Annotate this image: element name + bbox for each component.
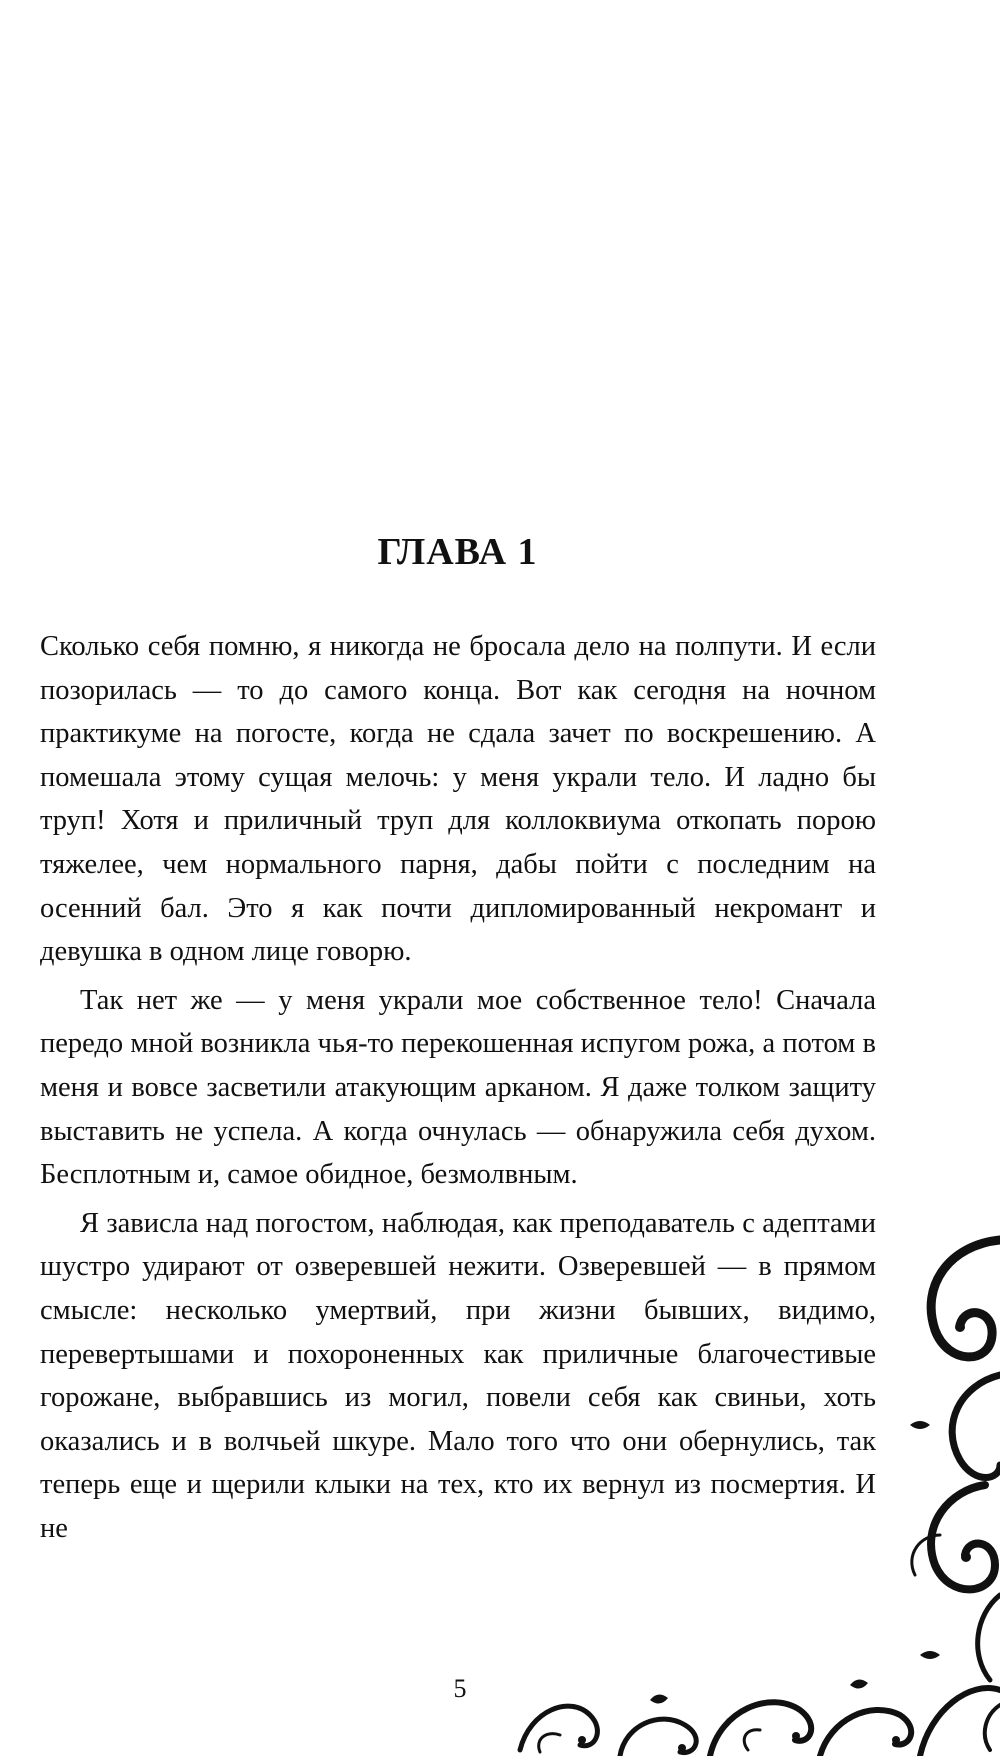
swirl-ornament-bottom-icon <box>500 1640 1000 1756</box>
paragraph-2: Так нет же — у меня украли мое собственное тело! Сначала передо мной возникла чья-то перекошенная испугом рожа, а потом в меня и вовсе засветили атакующим арканом. Я даже толком защиту выставить не успела. А когда очнулась — обнаружила себя духом. Бесплотным и, самое обидное, безмолвным. <box>40 984 876 1191</box>
chapter-title: ГЛАВА 1 <box>377 531 538 573</box>
chapter-body <box>40 625 876 1550</box>
paragraph-1: Сколько себя помню, я никогда не бросала дело на полпути. И если позорилась — то до самого конца. Вот как сегодня на ночном практикуме на погосте, когда не сдала зачет по воскрешению. А помешала этому сущая мелочь: у меня украли тело. И ладно бы труп! Хотя и приличный труп для коллоквиума откопать порою тяжелее, чем нормального парня, дабы пойти с последним на осенний бал. Это я как почти дипломированный некромант и девушка в одном лице говорю. <box>40 631 876 968</box>
paragraph-3: Я зависла над погостом, наблюдая, как преподаватель с адептами шустро удирают от озверевшей нежити. Озверевшей — в прямом смысле: несколько умертвий, при жизни бывших, видимо, перевертышами и похороненных как приличные благочестивые горожане, выбравшись из могил, повели себя как свиньи, хоть оказались и в волчьей шкуре. Мало того что они обернулись, так теперь еще и щерили клыки на тех, кто их вернул из посмертия. И не <box>40 1207 876 1544</box>
page-number: 5 <box>453 1674 467 1703</box>
swirl-ornament-right-icon <box>880 1235 1000 1756</box>
